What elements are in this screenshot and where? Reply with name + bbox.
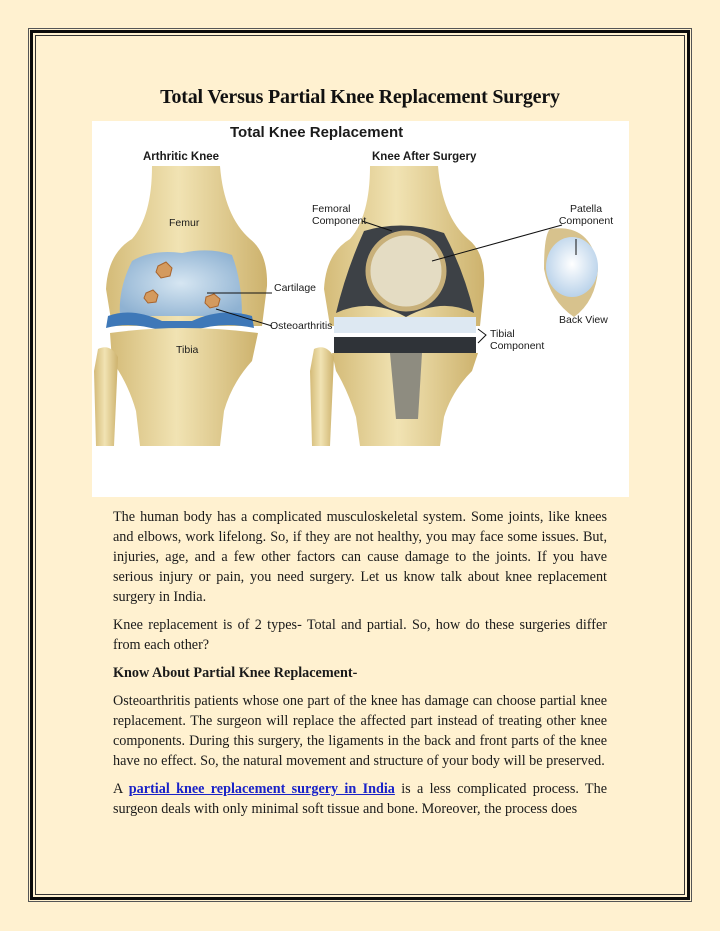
paragraph-partial-india bbox=[113, 779, 607, 819]
label-femoral-component: Femoral Component bbox=[312, 203, 367, 227]
paragraph-intro: The human body has a complicated musculoskeletal system. Some joints, like knees and elbows, work lifelong. So, if they are not healthy, you may face some issues. But, injuries, age, and a few other factors can cause damage to the joints. If you have serious injury or pain, you need surgery. Let us know talk about knee replacement surgery in India. bbox=[113, 509, 607, 605]
label-tibia: Tibia bbox=[176, 344, 199, 356]
label-back-view: Back View bbox=[559, 314, 608, 326]
document-title: Total Versus Partial Knee Replacement Surgery bbox=[160, 86, 560, 108]
label-femur: Femur bbox=[169, 217, 200, 229]
paragraph-types: Knee replacement is of 2 types- Total and partial. So, how do these surgeries differ from each other? bbox=[113, 617, 607, 653]
figure-title: Total Knee Replacement bbox=[230, 124, 404, 141]
label-patella-component: Patella Component bbox=[558, 203, 614, 227]
label-tibial-component: Tibial Component bbox=[490, 328, 545, 352]
knee-after-surgery-heading: Knee After Surgery bbox=[372, 151, 477, 163]
arthritic-knee-heading: Arthritic Knee bbox=[143, 151, 220, 163]
section-heading-partial: Know About Partial Knee Replacement- bbox=[113, 665, 358, 681]
article-body bbox=[113, 507, 607, 827]
knee-replacement-illustration bbox=[92, 121, 629, 497]
knee-diagram-graphic bbox=[92, 121, 629, 497]
paragraph-partial-description: Osteoarthritis patients whose one part of the knee has damage can choose partial knee replacement. The surgeon will replace the affected part instead of treating other knee components. During this surgery, the ligaments in the back and front parts of the knee have no effect. So, the natural movement and structure of your body will be preserved. bbox=[113, 693, 607, 769]
paragraph-suffix: is a less complicated process. The surgeon deals with only minimal soft tissue and bone. Moreover, the process does bbox=[113, 781, 607, 817]
label-osteoarthritis: Osteoarthritis bbox=[270, 320, 333, 332]
label-cartilage: Cartilage bbox=[274, 282, 317, 294]
partial-knee-replacement-link[interactable]: partial knee replacement surgery in India bbox=[128, 781, 395, 797]
paragraph-prefix: A bbox=[113, 781, 129, 797]
